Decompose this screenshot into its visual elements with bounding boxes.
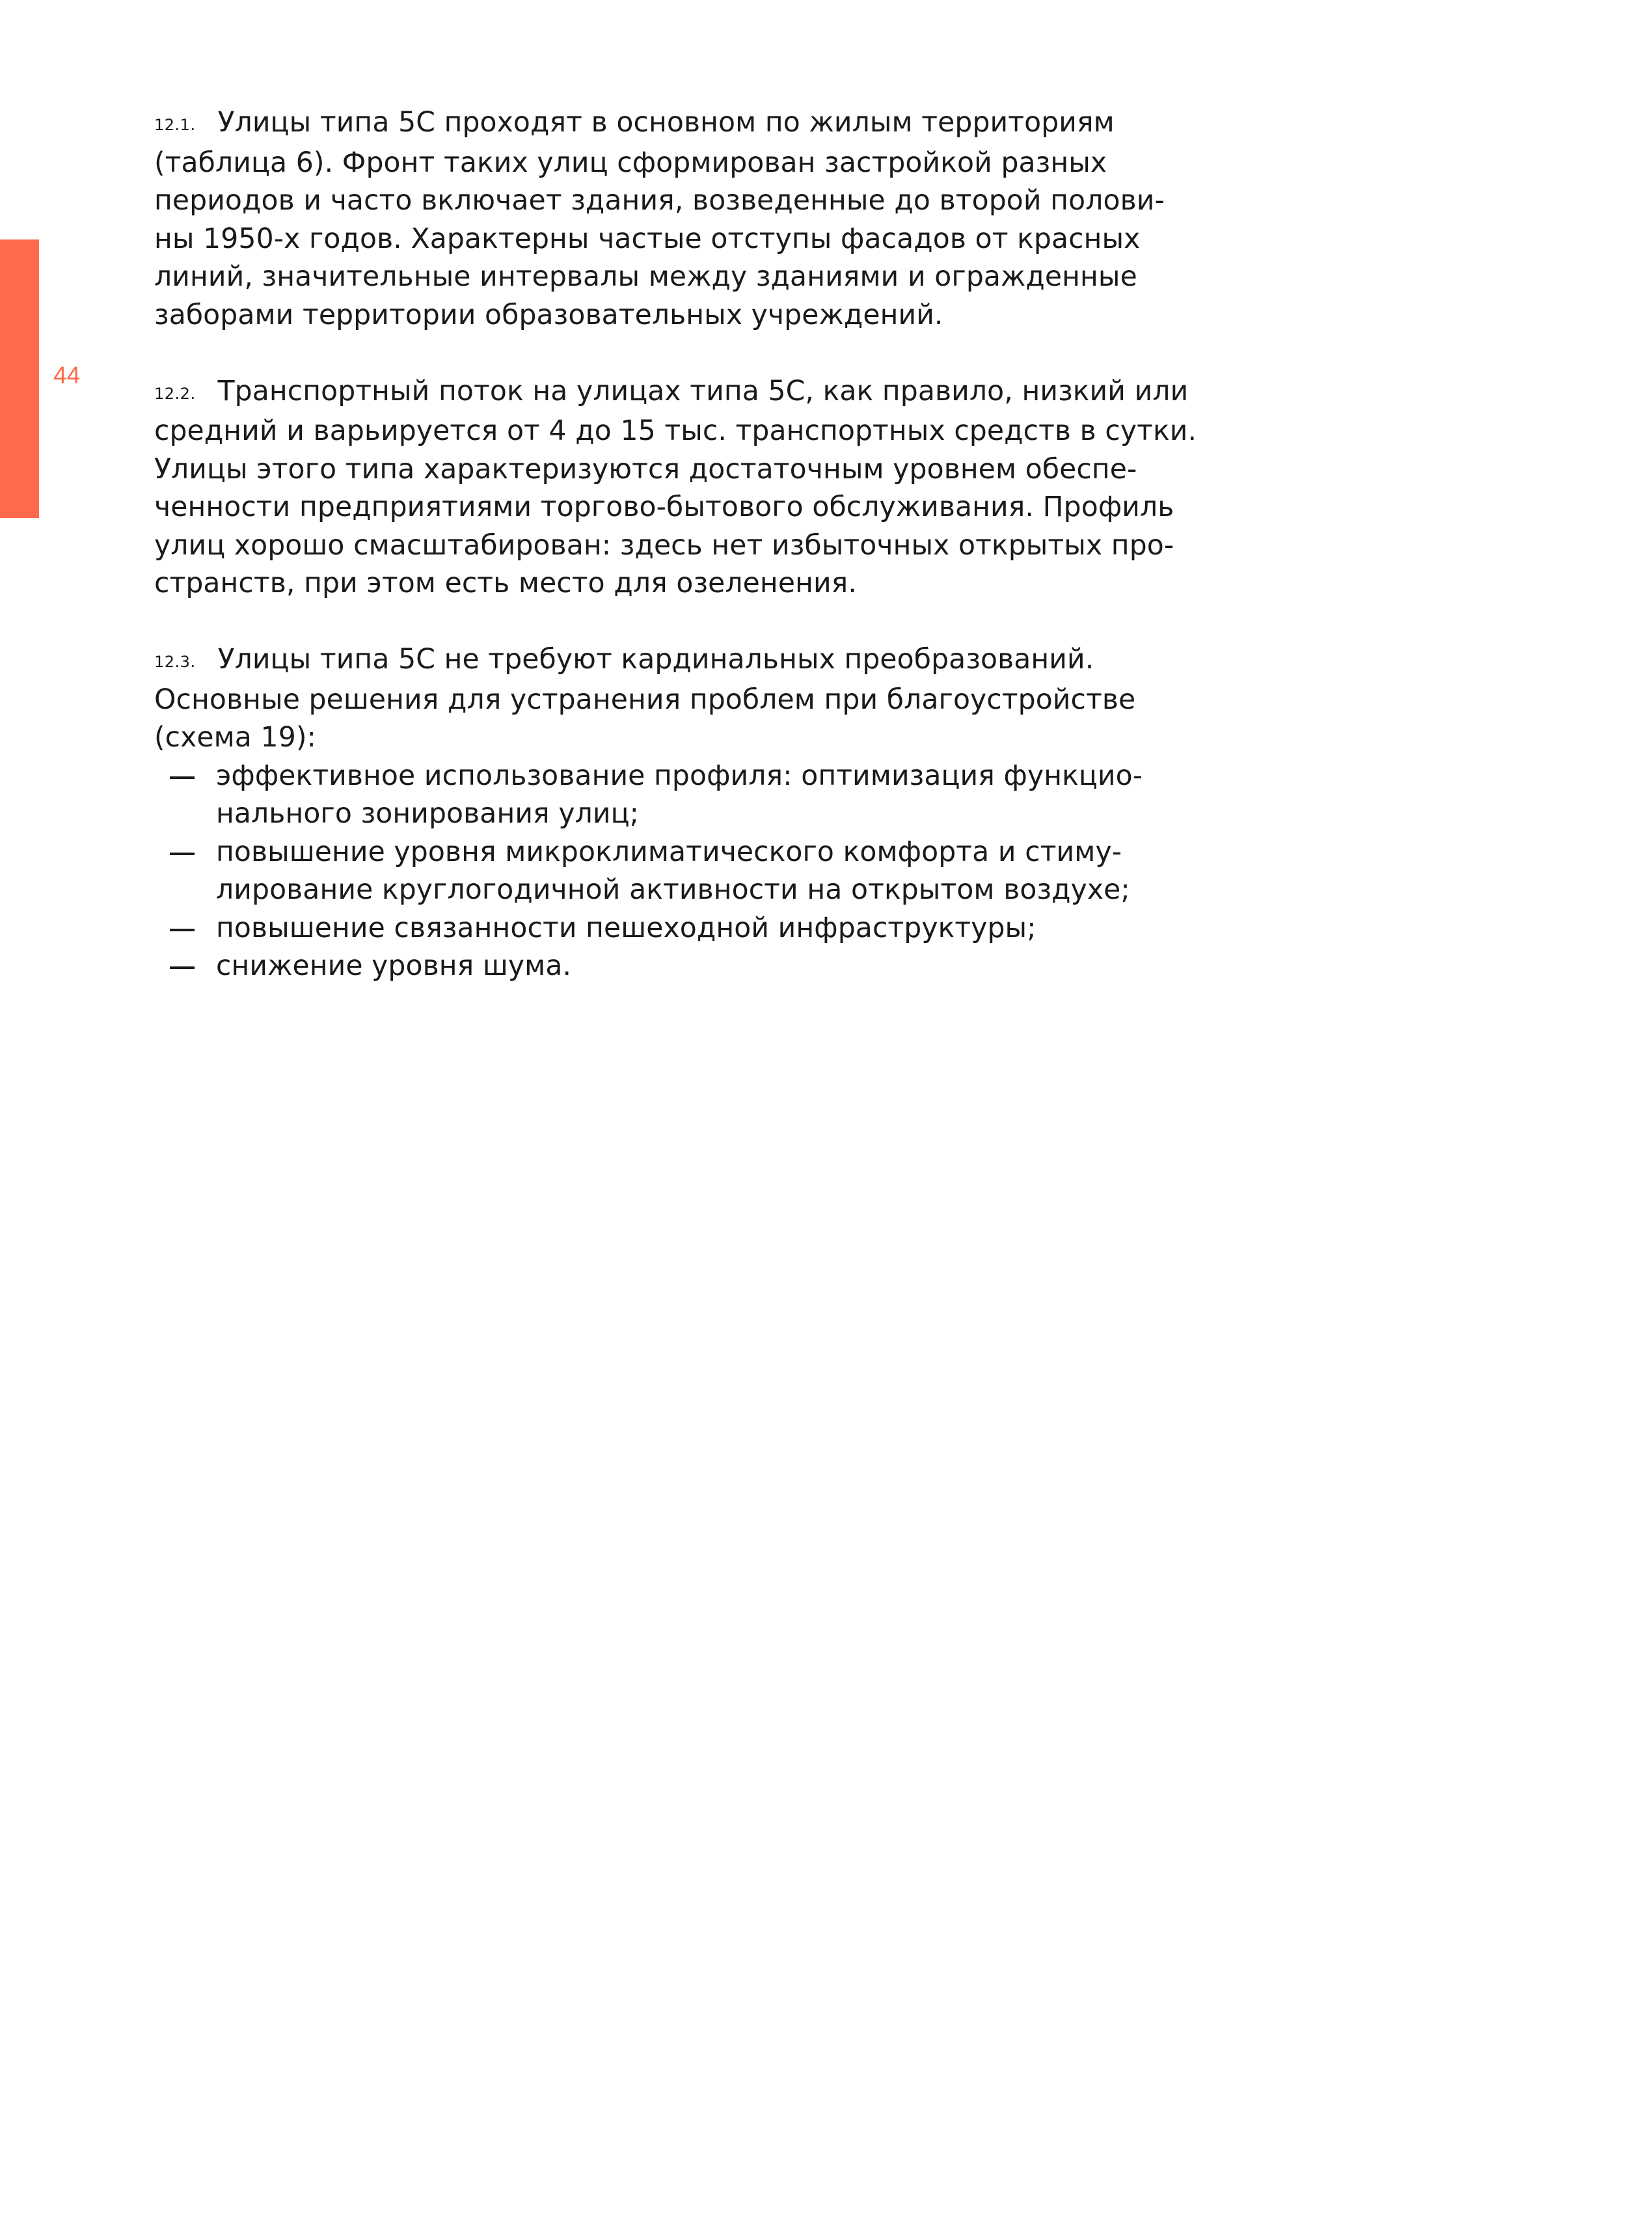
paragraph-line: (таблица 6). Фронт таких улиц сформирован застройкой разных: [154, 146, 1107, 179]
paragraph-line: улиц хорошо смасштабирован: здесь нет избыточных открытых про-: [154, 529, 1174, 562]
paragraph-line: [154, 104, 1169, 144]
list-item-line: повышение связанности пешеходной инфраструктуры;: [216, 912, 1036, 944]
paragraph-line: странств, при этом есть место для озеленения.: [154, 568, 857, 599]
paragraph-line: (схема 19):: [154, 722, 316, 754]
list-item-line: эффективное использование профиля: оптимизация функцио-: [216, 759, 1143, 792]
paragraph-line: ченности предприятиями торгово-бытового обслуживания. Профиль: [154, 491, 1174, 523]
main-content: [154, 104, 1197, 1024]
paragraph-line: [154, 641, 1169, 681]
page-number: 44: [53, 362, 81, 389]
paragraph-line: средний и варьируется от 4 до 15 тыс. транспортных средств в сутки.: [154, 415, 1197, 447]
list-item: [154, 948, 1169, 986]
paragraph-12-3: [154, 641, 1169, 986]
paragraph-line: [154, 373, 1189, 413]
list-item-line: повышение уровня микроклиматического комфорта и стиму-: [216, 836, 1122, 868]
paragraph-number: 12.3.: [154, 653, 196, 671]
list-item: [154, 758, 1169, 834]
section-tab-marker: [0, 239, 39, 518]
paragraph-line: периодов и часто включает здания, возведенные до второй полови-: [154, 185, 1165, 217]
paragraph-line: Улицы этого типа характеризуются достаточным уровнем обеспе-: [154, 453, 1137, 485]
list-item: [154, 910, 1169, 948]
paragraph-12-2: [154, 373, 1197, 603]
list-item-line: снижение уровня шума.: [216, 950, 572, 982]
paragraph-line: ны 1950-х годов. Характерны частые отступы фасадов от красных: [154, 223, 1141, 255]
paragraph-text: Улицы типа 5С не требуют кардинальных преобразований.: [217, 644, 1094, 676]
solutions-list: [154, 758, 1169, 986]
paragraph-text: Транспортный поток на улицах типа 5С, как правило, низкий или: [217, 375, 1189, 407]
list-item-line: лирование круглогодичной активности на открытом воздухе;: [216, 874, 1130, 906]
paragraph-text: Улицы типа 5С проходят в основном по жилым территориям: [217, 107, 1115, 139]
paragraph-number: 12.1.: [154, 116, 196, 134]
paragraph-line: линий, значительные интервалы между зданиями и огражденные: [154, 261, 1137, 293]
list-item-line: нального зонирования улиц;: [216, 798, 640, 830]
list-item: [154, 834, 1169, 910]
paragraph-number: 12.2.: [154, 384, 196, 403]
paragraph-12-1: [154, 104, 1169, 335]
paragraph-line: Основные решения для устранения проблем при благоустройстве: [154, 683, 1136, 716]
paragraph-line: заборами территории образовательных учреждений.: [154, 299, 943, 331]
